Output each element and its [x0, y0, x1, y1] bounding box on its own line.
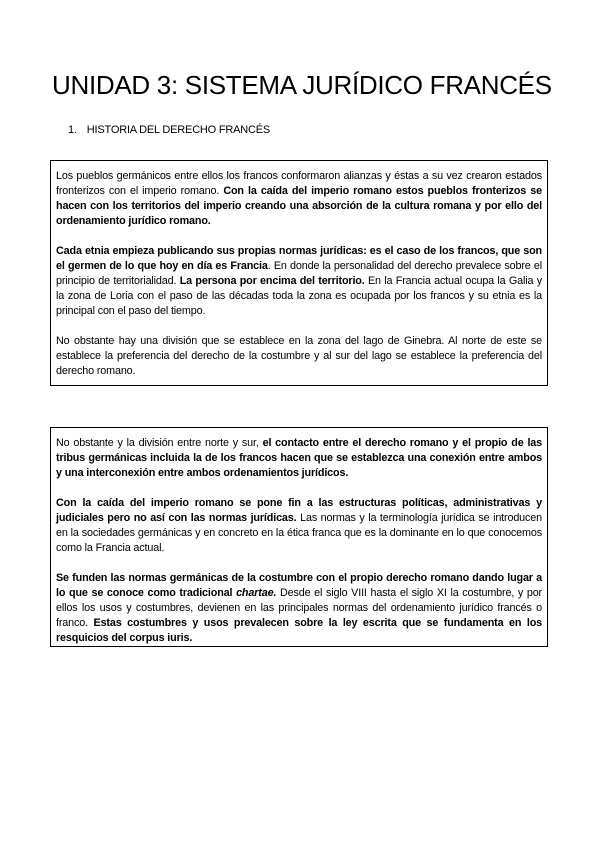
bold-text-run: Cada etnia empieza publicando sus propias normas jurídicas: es el caso de los francos, que son el germen de lo que hoy en día es Francia [56, 245, 542, 272]
text-run: Las normas y la terminología jurídica se introducen en la sociedades germánicas y en concreto en la ética franca que es la dominante en lo que conocemos como la Francia actual. [56, 512, 542, 554]
text-box-2 [50, 427, 548, 647]
text-box-1 [50, 160, 548, 386]
paragraph [56, 571, 542, 646]
text-run: . En donde la personalidad del derecho prevalece sobre el principio de territorialidad. [56, 260, 542, 287]
bold-text-run: Estas costumbres y usos prevalecen sobre la ley escrita que se fundamenta en los resquicios del corpus iuris. [56, 617, 542, 644]
paragraph [56, 169, 542, 229]
paragraph [56, 244, 542, 319]
section-number: 1. [68, 124, 77, 136]
section-label: HISTORIA DEL DERECHO FRANCÉS [86, 124, 271, 136]
bold-text-run: el contacto entre el derecho romano y el propio de las tribus germánicas incluida la de los francos hacen que se establezca una conexión entre ambos y una interconexión entre ambos ordenamientos jurídicos. [56, 437, 542, 479]
bold-text-run: La persona por encima del territorio. [179, 275, 365, 287]
paragraph [56, 334, 542, 379]
page-title: UNIDAD 3: SISTEMA JURÍDICO FRANCÉS [52, 70, 552, 100]
text-run: Desde el siglo VIII hasta el siglo XI la costumbre, y por ellos los usos y costumbres, devienen en las principales normas del ordenamiento jurídico francés o franco. [56, 587, 543, 629]
text-run: No obstante y la división entre norte y sur, [56, 437, 263, 449]
section-heading [68, 124, 270, 136]
paragraph [56, 436, 542, 481]
text-run: En la Francia actual ocupa la Galia y la zona de Loria con el paso de las décadas toda la zona es ocupada por los francos y su etnia es la principal con el paso del tiempo. [56, 275, 542, 317]
bold-text-run: Con la caída del imperio romano se pone fin a las estructuras políticas, administrativas y judiciales pero no así con las normas jurídicas. [56, 497, 542, 524]
text-run: No obstante hay una división que se establece en la zona del lago de Ginebra. Al norte de este se establece la preferencia del derecho de la costumbre y al sur del lago se establece la preferencia del derecho romano. [56, 335, 542, 377]
bold-text-run: Con la caída del imperio romano estos pueblos fronterizos se hacen con los territorios del imperio creando una absorción de la cultura romana y por ello del ordenamiento jurídico romano. [56, 185, 542, 227]
paragraph [56, 496, 542, 556]
bold-text-run: Se funden las normas germánicas de la costumbre con el propio derecho romano dando lugar a lo que se conoce como tradicional [56, 572, 542, 599]
text-run: Los pueblos germánicos entre ellos los francos conformaron alianzas y éstas a su vez crearon estados fronterizos con el imperio romano. [56, 170, 542, 197]
bold-italic-text-run: chartae. [236, 587, 277, 599]
